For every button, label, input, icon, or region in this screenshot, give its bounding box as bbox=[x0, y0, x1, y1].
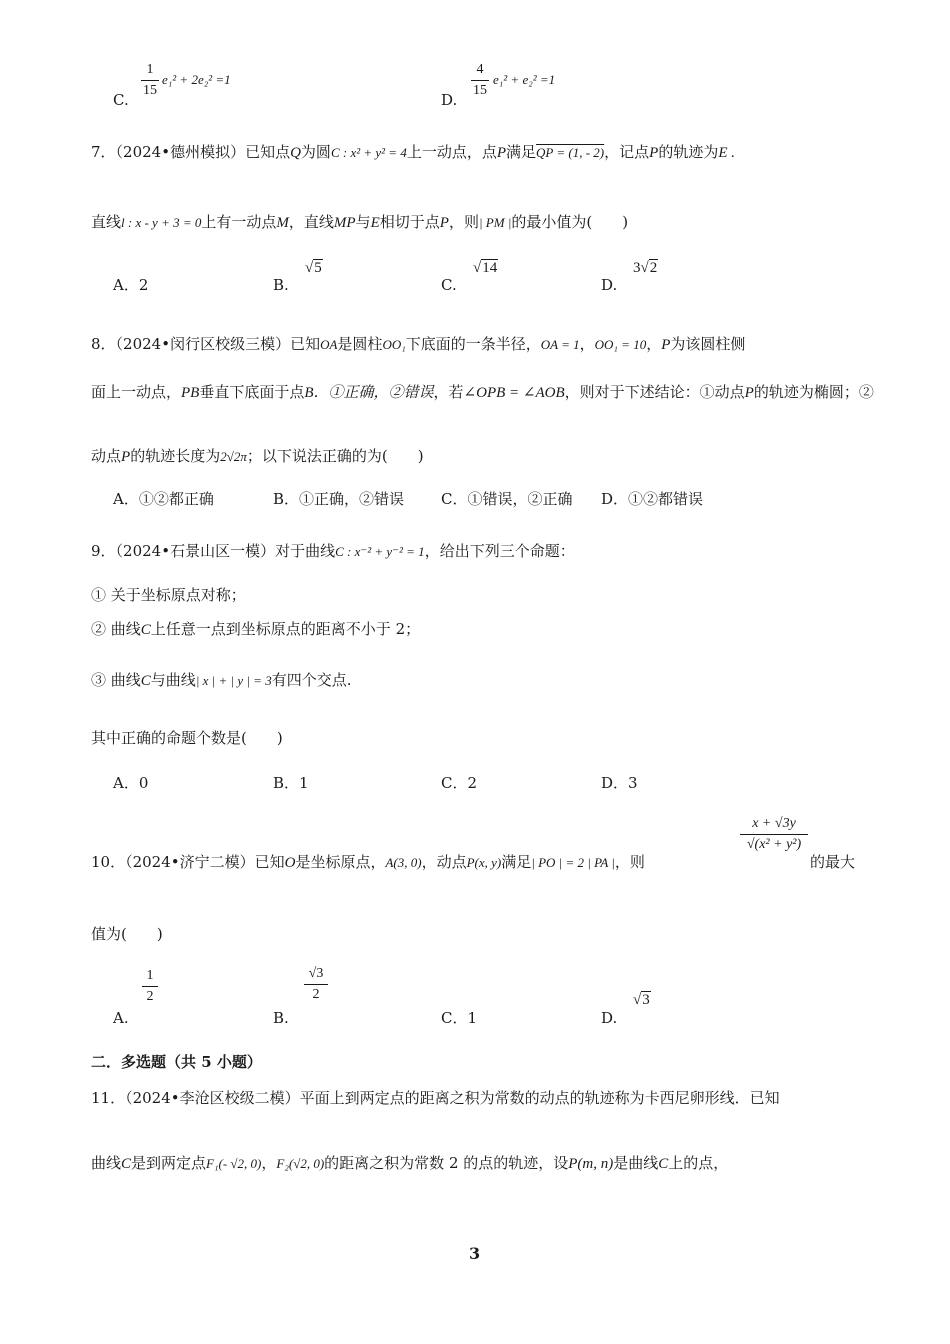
q9-proposition-2 bbox=[91, 619, 420, 640]
q8-angle: ∠OPB = ∠AOB bbox=[463, 385, 565, 401]
q8-line2-b: 垂直下底面于点 bbox=[199, 383, 305, 401]
q7-p2: P bbox=[649, 145, 659, 161]
q9-option-c: C．2 bbox=[441, 774, 478, 792]
q10-o: O bbox=[284, 855, 296, 871]
q9-p2-a: ② 曲线 bbox=[91, 620, 141, 638]
q10-d-radicand: 3 bbox=[642, 992, 650, 1008]
q11-c2: C bbox=[658, 1156, 669, 1172]
q11-line2-c: ， bbox=[261, 1154, 277, 1172]
q10-line2: 值为( ) bbox=[91, 925, 163, 943]
q7-line2-g: 的最小值为( ) bbox=[511, 213, 629, 231]
q7-text-e: ，记点 bbox=[604, 143, 650, 161]
q7-mp: MP bbox=[333, 215, 356, 231]
q10-frac-num: x + √3y bbox=[752, 816, 796, 831]
q9-p2-b: 上任意一点到坐标原点的距离不小于 2； bbox=[150, 620, 421, 638]
q10-option-d-label: D. bbox=[601, 1009, 618, 1027]
q11-line2-b: 是到两定点 bbox=[131, 1154, 207, 1172]
q8-oa-eq: OA = 1 bbox=[540, 337, 580, 352]
q7-line2-a: 直线 bbox=[91, 213, 122, 231]
q10-line1 bbox=[91, 852, 645, 873]
q6-c-frac-den: 15 bbox=[143, 83, 157, 98]
q7-option-c-value: √14 bbox=[473, 260, 498, 276]
q9-line1 bbox=[91, 541, 575, 562]
q11-line2-a: 曲线 bbox=[91, 1154, 122, 1172]
q9-abs: | x | + | y | = 3 bbox=[195, 673, 272, 688]
q7-text-b: 为圆 bbox=[300, 143, 331, 161]
q10-b-fraction bbox=[304, 966, 328, 1003]
q11-line2-e: 是曲线 bbox=[613, 1154, 659, 1172]
q7-text-d: 满足 bbox=[506, 143, 537, 161]
q8-pb: PB bbox=[181, 385, 200, 401]
page-number: 3 bbox=[469, 1244, 481, 1263]
q10-frac-bar bbox=[740, 834, 808, 835]
q6-c-frac-bar bbox=[141, 80, 159, 81]
q9-p3-a: ③ 曲线 bbox=[91, 671, 141, 689]
q9-c1: C bbox=[140, 622, 151, 638]
q11-line2-f: 上的点， bbox=[668, 1154, 729, 1172]
q8-p2: P bbox=[744, 385, 754, 401]
q8-line3-a: 动点 bbox=[91, 447, 122, 465]
q9-option-d: D．3 bbox=[601, 774, 638, 792]
q10-text-b: 是坐标原点， bbox=[295, 853, 386, 871]
q8-len: 2√2π bbox=[220, 449, 247, 464]
q7-text-c: 上一动点，点 bbox=[406, 143, 497, 161]
q10-cond: | PO | = 2 | PA | bbox=[531, 855, 615, 870]
q10-option-c: C．1 bbox=[441, 1009, 478, 1027]
q7-q: Q bbox=[290, 145, 301, 161]
q9-p3-c: 有四个交点. bbox=[271, 671, 352, 689]
q10-text-e: ，则 bbox=[614, 853, 645, 871]
q11-line2-d: 的距离之积为常数 2 的点的轨迹，设 bbox=[324, 1154, 569, 1172]
q9-curve: C : x⁻² + y⁻² = 1 bbox=[335, 544, 425, 559]
q7-line2-b: 上有一动点 bbox=[201, 213, 277, 231]
q8-text-b: 是圆柱 bbox=[337, 335, 383, 353]
q10-a-num: 1 bbox=[146, 968, 154, 983]
q7-option-b-value: √5 bbox=[305, 260, 322, 276]
q7-text-f: 的轨迹为 bbox=[658, 143, 719, 161]
q8-line2-d: ，则对于下述结论：①动点 bbox=[564, 383, 745, 401]
q7-text-a: 7．（2024•德州模拟）已知点 bbox=[91, 143, 291, 161]
q10-text-d: 满足 bbox=[501, 853, 532, 871]
q7-p3: P bbox=[439, 215, 449, 231]
q10-text-f: 的最大 bbox=[810, 853, 856, 871]
q11-pmn: P(m, n) bbox=[568, 1156, 614, 1172]
q8-option-d: D．①②都错误 bbox=[601, 490, 704, 508]
q11-line2 bbox=[91, 1153, 728, 1174]
q8-p: P bbox=[661, 337, 671, 353]
q8-oa: OA bbox=[320, 337, 338, 352]
q8-text-d: ， bbox=[579, 335, 595, 353]
q8-oo1: OO₁ bbox=[382, 337, 406, 352]
q8-line2-e: 的轨迹为椭圆；② bbox=[753, 383, 874, 401]
q9-option-a: A．0 bbox=[113, 774, 149, 792]
q7-p1: P bbox=[496, 145, 507, 161]
q8-line2-a: 面上一动点， bbox=[91, 383, 182, 401]
q7-option-c-label: C. bbox=[441, 276, 457, 294]
q11-f1: F₁(- √2, 0) bbox=[206, 1156, 262, 1171]
q10-a-bar bbox=[142, 986, 158, 987]
q8-p3: P bbox=[121, 449, 131, 465]
q7-pm: | PM | bbox=[478, 215, 512, 230]
q10-b-den: 2 bbox=[312, 987, 320, 1002]
q7-line1 bbox=[91, 142, 735, 163]
q10-text-c: ，动点 bbox=[421, 853, 467, 871]
q6-d-frac-num: 4 bbox=[476, 62, 484, 77]
q7-line2-c: ，直线 bbox=[288, 213, 334, 231]
q7-e2: E bbox=[370, 215, 380, 231]
q7-vec-eq: QP = (1, - 2) bbox=[536, 145, 605, 160]
q10-b-bar bbox=[304, 984, 328, 985]
q8-b: B．①正确，②错误 bbox=[304, 385, 434, 401]
q10-a-fraction bbox=[142, 968, 158, 1005]
q8-option-b: B．①正确，②错误 bbox=[273, 490, 405, 508]
q8-text-a: 8．（2024•闵行区校级三模）已知 bbox=[91, 335, 321, 353]
q9-proposition-1: ① 关于坐标原点对称； bbox=[91, 586, 246, 604]
q7-line2-e: 相切于点 bbox=[379, 213, 440, 231]
section-heading-multiple-choice: 二．多选题（共 5 小题） bbox=[91, 1053, 262, 1071]
q6-option-c-label: C. bbox=[113, 91, 129, 109]
q9-text-b: ，给出下列三个命题： bbox=[424, 542, 575, 560]
q10-a-den: 2 bbox=[146, 989, 154, 1004]
q8-line2-c: ，若 bbox=[433, 383, 464, 401]
q8-option-a: A．①②都正确 bbox=[113, 490, 214, 508]
q7-m: M bbox=[276, 215, 289, 231]
q6-option-c-eq: e₁² + 2e₂² =1 bbox=[162, 72, 231, 87]
q11-f2: F₂(√2, 0) bbox=[276, 1156, 325, 1171]
q7-option-d-value: 3√2 bbox=[633, 260, 658, 276]
q10-option-b-label: B. bbox=[273, 1009, 289, 1027]
q6-c-frac-num: 1 bbox=[146, 62, 154, 77]
q8-line1 bbox=[91, 334, 745, 355]
q10-option-a-label: A. bbox=[113, 1009, 129, 1027]
q7-d-coef: 3 bbox=[633, 260, 641, 276]
q10-option-d-value: √3 bbox=[633, 992, 650, 1008]
q10-pxy: P(x, y) bbox=[466, 855, 502, 870]
q9-ask: 其中正确的命题个数是( ) bbox=[91, 729, 283, 747]
q10-fraction bbox=[740, 816, 808, 853]
q9-c2: C bbox=[140, 673, 151, 689]
q11-line1: 11．（2024•李沧区校级二模）平面上到两定点的距离之积为常数的动点的轨迹称为卡西尼卵形线．已知 bbox=[91, 1089, 780, 1107]
q10-frac-den: √(x² + y²) bbox=[746, 837, 802, 852]
q7-e: E . bbox=[718, 145, 736, 161]
q9-option-b: B．1 bbox=[273, 774, 309, 792]
q7-line2-d: 与 bbox=[355, 213, 371, 231]
q6-d-fraction bbox=[471, 62, 489, 99]
q9-p3-b: 与曲线 bbox=[150, 671, 196, 689]
q8-line3-b: 的轨迹长度为 bbox=[130, 447, 221, 465]
q8-line3-c: ；以下说法正确的为( ) bbox=[246, 447, 424, 465]
q6-d-frac-den: 15 bbox=[473, 83, 487, 98]
q9-proposition-3 bbox=[91, 670, 351, 691]
q6-c-fraction bbox=[141, 62, 159, 99]
q8-text-f: 为该圆柱侧 bbox=[670, 335, 746, 353]
q7-line2 bbox=[91, 212, 628, 233]
q7-c-radicand: 14 bbox=[482, 260, 498, 276]
q7-option-a: A．2 bbox=[113, 276, 149, 294]
q7-option-b-label: B. bbox=[273, 276, 289, 294]
q11-c: C bbox=[121, 1156, 132, 1172]
q8-option-c: C．①错误，②正确 bbox=[441, 490, 573, 508]
q7-line2-f: ，则 bbox=[448, 213, 479, 231]
q7-line-eq: l : x - y + 3 = 0 bbox=[121, 215, 202, 230]
q8-oo1-eq: OO₁ = 10 bbox=[594, 337, 647, 352]
q8-line2 bbox=[91, 382, 874, 403]
q7-option-d-label: D. bbox=[601, 276, 618, 294]
q10-a: A(3, 0) bbox=[385, 855, 422, 870]
q9-text-a: 9．（2024•石景山区一模）对于曲线 bbox=[91, 542, 336, 560]
q7-d-radicand: 2 bbox=[649, 260, 658, 276]
q8-text-c: 下底面的一条半径， bbox=[405, 335, 541, 353]
q6-option-d-eq: e₁² + e₂² =1 bbox=[493, 72, 556, 87]
q7-b-radicand: 5 bbox=[314, 260, 322, 276]
q6-d-frac-bar bbox=[471, 80, 489, 81]
q8-line3 bbox=[91, 446, 424, 467]
q7-circle-eq: C : x² + y² = 4 bbox=[330, 145, 407, 160]
q8-text-e: ， bbox=[646, 335, 662, 353]
q10-b-num: √3 bbox=[308, 966, 324, 981]
q10-text-a: 10．（2024•济宁二模）已知 bbox=[91, 853, 285, 871]
q6-option-d-label: D. bbox=[441, 91, 458, 109]
